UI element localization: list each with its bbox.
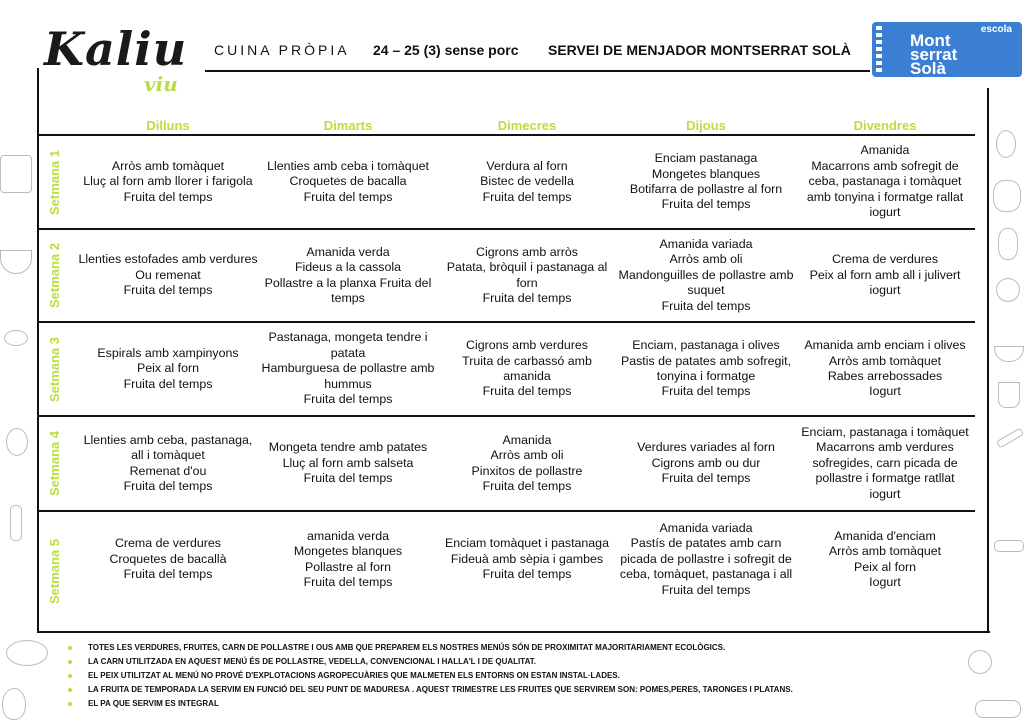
menu-cell: Espirals amb xampinyons Peix al forn Fruita del temps — [97, 345, 239, 391]
bowl-doodle-icon — [0, 250, 32, 274]
day-header-divendres: Divendres — [853, 118, 917, 133]
menu-cell: amanida verda Mongetes blanques Pollastre al forn Fruita del temps — [293, 528, 403, 589]
day-header-dimecres: Dimecres — [497, 118, 557, 133]
week-label: Setmana 1 — [47, 149, 63, 215]
menu-cell: Amanida Arròs amb oli Pinxitos de pollastre Fruita del temps — [471, 432, 583, 493]
menu-cell: Amanida amb enciam i olives Arròs amb tomàquet Rabes arrebossades Iogurt — [804, 338, 966, 399]
potato-doodle-icon — [6, 640, 48, 666]
bullet-icon — [68, 688, 72, 692]
week-label: Setmana 2 — [47, 242, 63, 309]
bullet-icon — [68, 646, 72, 650]
menu-cell: Amanida verda Fideus a la cassola Pollastre a la planxa Fruita del temps — [264, 244, 432, 305]
menu-cell: Amanida Macarrons amb sofregit de ceba, pastanaga i tomàquet amb tonyina i formatge rallat iogurt — [806, 143, 964, 220]
cup-doodle-icon — [998, 382, 1020, 408]
meat-doodle-icon — [993, 180, 1021, 212]
week-label: Setmana 3 — [47, 336, 63, 402]
note-item: EL PEIX UTILITZAT AL MENÚ NO PROVÉ D'EXPLOTACIONS AGROPECUÀRIES QUE MALMETEN ELS ENTORNS ON ESTAN INSTAL·LADES. — [68, 669, 948, 683]
note-item: LA FRUITA DE TEMPORADA LA SERVIM EN FUNCIÓ DEL SEU PUNT DE MADURESA . AQUEST TRIMESTRE LES FRUITES QUE SERVIREM SON: POMES,PERES, TARONGES I PLATANS. — [68, 683, 948, 697]
period-label: 24 – 25 (3) sense porc — [373, 42, 519, 58]
menu-cell: Cigrons amb verdures Truita de carbassó amb amanida Fruita del temps — [462, 338, 592, 399]
school-logo-line3: Solà — [910, 59, 946, 78]
bullet-icon — [68, 674, 72, 678]
yogurt-doodle-icon — [0, 155, 32, 193]
school-logo-line2: serrat — [910, 45, 958, 64]
egg-doodle-icon — [6, 428, 28, 456]
menu-cell: Mongeta tendre amb patates Lluç al forn amb salseta Fruita del temps — [268, 440, 428, 486]
menu-cell: Amanida d'enciam Arròs amb tomàquet Peix al forn Iogurt — [828, 528, 942, 589]
apple-doodle-icon — [968, 650, 992, 674]
day-header-dijous: Dijous — [686, 118, 726, 133]
menu-cell: Arròs amb tomàquet Lluç al forn amb llorer i farigola Fruita del temps — [83, 158, 253, 204]
menu-cell: Crema de verdures Peix al forn amb all i julivert iogurt — [809, 252, 961, 298]
note-item: EL PA QUE SERVIM ES INTEGRAL — [68, 697, 948, 711]
film-strip-icon — [876, 26, 882, 73]
footer-notes — [68, 641, 948, 711]
menu-cell: Verdura al forn Bistec de vedella Fruita del temps — [480, 158, 574, 204]
menu-cell: Pastanaga, mongeta tendre i patata Hamburguesa de pollastre amb hummus Fruita del temps — [261, 330, 435, 407]
school-logo-line1: Mont — [910, 31, 951, 50]
menu-cell: Enciam pastanaga Mongetes blanques Botifarra de pollastre al forn Fruita del temps — [629, 151, 783, 212]
logo-main-text: Kaliu — [44, 22, 188, 76]
menu-cell: Amanida variada Pastís de patates amb carn picada de pollastre i sofregit de ceba, tomàquet, pastanaga i all Fruita del temps — [619, 520, 793, 597]
menu-cell: Enciam, pastanaga i tomàquet Macarrons amb verdures sofregides, carn picada de pollastre i formatge ratllat iogurt — [801, 424, 969, 501]
kitchen-label: CUINA PRÒPIA — [214, 42, 350, 58]
spoon-doodle-icon — [4, 330, 28, 346]
pepper-doodle-icon — [998, 228, 1018, 260]
week-label: Setmana 4 — [47, 430, 63, 497]
menu-cell: Llenties estofades amb verdures Ou remenat Fruita del temps — [78, 252, 258, 298]
service-title: SERVEI DE MENJADOR MONTSERRAT SOLÀ — [548, 42, 851, 58]
peas-doodle-icon — [994, 540, 1024, 552]
note-item: TOTES LES VERDURES, FRUITES, CARN DE POLLASTRE I OUS AMB QUE PREPAREM ELS NOSTRES MENÚS SÓN DE PROXIMITAT MAJORITARIAMENT ECOLÒGICS. — [68, 641, 948, 655]
day-header-dilluns: Dilluns — [146, 118, 190, 133]
frame-right-edge — [987, 88, 989, 632]
bullet-icon — [68, 660, 72, 664]
day-header-dimarts: Dimarts — [323, 118, 373, 133]
bullet-icon — [68, 702, 72, 706]
menu-cell: Llenties amb ceba, pastanaga, all i tomàquet Remenat d'ou Fruita del temps — [83, 432, 253, 493]
note-item: LA CARN UTILITZADA EN AQUEST MENÚ ÉS DE POLLASTRE, VEDELLA, CONVENCIONAL I HALLA'L I DE QUALITAT. — [68, 655, 948, 669]
watermelon-doodle-icon — [994, 346, 1024, 362]
menu-cell: Enciam, pastanaga i olives Pastis de patates amb sofregit, tonyina i formatge Fruita del temps — [620, 338, 792, 399]
logo-sub-text: viu — [144, 72, 178, 96]
week-label: Setmana 5 — [47, 538, 63, 604]
menu-cell: Verdures variades al forn Cigrons amb ou dur Fruita del temps — [637, 440, 775, 486]
pear-right-doodle-icon — [996, 130, 1016, 158]
garlic-doodle-icon — [996, 278, 1020, 302]
menu-cell: Llenties amb ceba i tomàquet Croquetes de bacalla Fruita del temps — [267, 158, 429, 204]
menu-cell: Enciam tomàquet i pastanaga Fideuà amb sèpia i gambes Fruita del temps — [445, 536, 609, 582]
bread-doodle-icon — [975, 700, 1021, 718]
menu-cell: Amanida variada Arròs amb oli Mandonguilles de pollastre amb suquet Fruita del temps — [618, 236, 794, 313]
menu-cell: Crema de verdures Croquetes de bacallà Fruita del temps — [109, 536, 227, 582]
school-logo-small: escola — [980, 24, 1012, 35]
knife-doodle-icon — [996, 428, 1024, 449]
pear-doodle-icon — [2, 688, 26, 720]
carrot-doodle-icon — [10, 505, 22, 541]
menu-cell: Cigrons amb arròs Patata, bròquil i pastanaga al forn Fruita del temps — [446, 244, 608, 305]
